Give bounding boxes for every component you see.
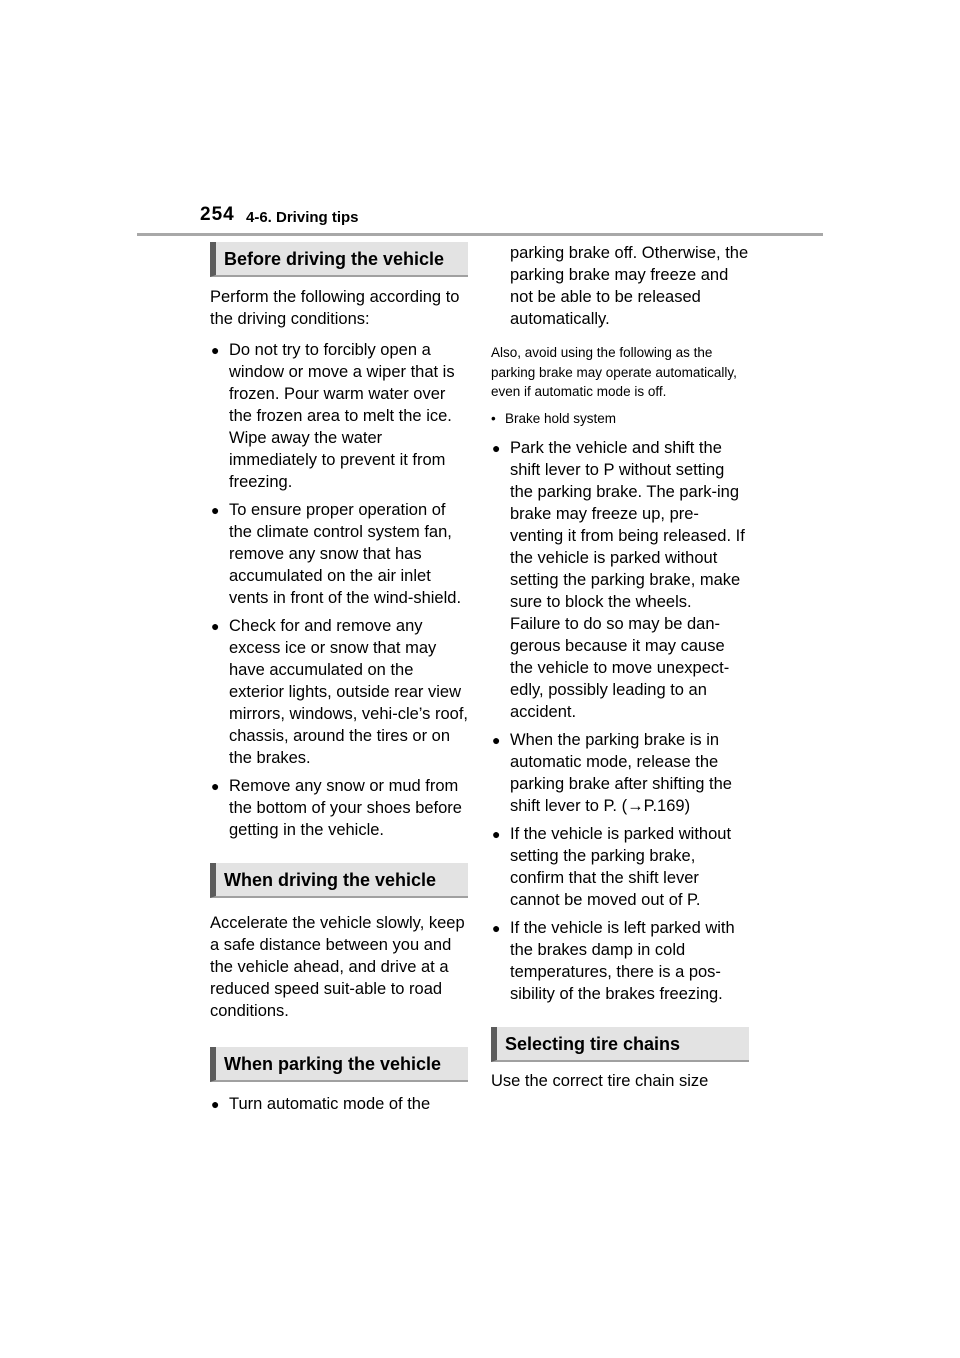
parking-list: [491, 437, 749, 1005]
note-list: [491, 409, 749, 429]
when-driving-text: Accelerate the vehicle slowly, keep a safe distance between you and the vehicle ahead, and drive at a reduced speed suit-able to road conditions.: [210, 914, 465, 1020]
bullet-icon: ●: [211, 778, 220, 794]
bullet-icon: ●: [492, 440, 501, 456]
parking-note: Also, avoid using the following as the parking brake may operate automatically, even if automatic mode is off.: [491, 345, 737, 399]
list-item: ● Check for and remove any excess ice or snow that may have accumulated on the exterior lights, outside rear view mirrors, windows, vehi-cle’s roof, chassis, around the tires or on the brakes.: [211, 617, 469, 767]
list-item: ● If the vehicle is left parked with the brakes damp in cold temperatures, there is a pos-sibility of the brakes freezing.: [492, 919, 735, 1003]
list-item: ● Park the vehicle and shift the shift lever to P without setting the parking brake. The park-ing brake may freeze up, pre-venting it from being released. If the vehicle is parked without setting the parking brake, make sure to block the wheels. Failure to do so may be dan-gerous because it may cause the vehicle to move unexpect-edly, possibly leading to an accident.: [492, 439, 745, 721]
bullet-icon: ●: [492, 732, 501, 748]
list-item: ● To ensure proper operation of the climate control system fan, remove any snow that has accumulated on the air inlet vents in front of the wind-shield.: [211, 501, 462, 607]
list-item: ● If the vehicle is parked without setting the parking brake, confirm that the shift lever cannot be moved out of P.: [492, 825, 732, 909]
heading-when-driving: When driving the vehicle: [210, 863, 468, 898]
bullet-icon: ●: [211, 1096, 220, 1112]
heading-when-parking: When parking the vehicle: [210, 1047, 468, 1082]
parking-continuation: parking brake off. Otherwise, the parking brake may freeze and not be able to be released automatically.: [510, 244, 749, 328]
list-item: ● Do not try to forcibly open a window or move a wiper that is frozen. Pour warm water over the frozen area to melt the ice. Wipe away the water immediately to prevent it from freezing.: [211, 341, 455, 491]
page-reference-link[interactable]: →P.169): [627, 797, 691, 815]
note-list-item: • Brake hold system: [491, 409, 749, 429]
bullet-icon: ●: [492, 920, 501, 936]
when-parking-list: [210, 1093, 468, 1115]
bullet-icon: ●: [211, 342, 220, 358]
right-column: [491, 242, 749, 1092]
bullet-icon: ●: [492, 826, 501, 842]
heading-selecting-tire-chains: Selecting tire chains: [491, 1027, 749, 1062]
tire-chains-text: Use the correct tire chain size: [491, 1072, 709, 1090]
section-title: 4-6. Driving tips: [246, 209, 359, 226]
heading-before-driving: Before driving the vehicle: [210, 242, 468, 277]
list-item: ● Turn automatic mode of the: [211, 1095, 431, 1113]
list-item: ● When the parking brake is in automatic mode, release the parking brake after shifting the shift lever to P. (→P.169): [492, 731, 732, 815]
header-divider: [137, 233, 823, 236]
before-driving-intro: Perform the following according to the driving conditions:: [210, 288, 460, 328]
page-number: 254: [200, 204, 235, 225]
before-driving-list: [210, 339, 468, 841]
left-column: [210, 242, 468, 1121]
bullet-icon: ●: [211, 618, 220, 634]
bullet-icon: ●: [211, 502, 220, 518]
list-item: ● Remove any snow or mud from the bottom of your shoes before getting in the vehicle.: [211, 777, 462, 839]
dot-icon: •: [491, 410, 496, 426]
